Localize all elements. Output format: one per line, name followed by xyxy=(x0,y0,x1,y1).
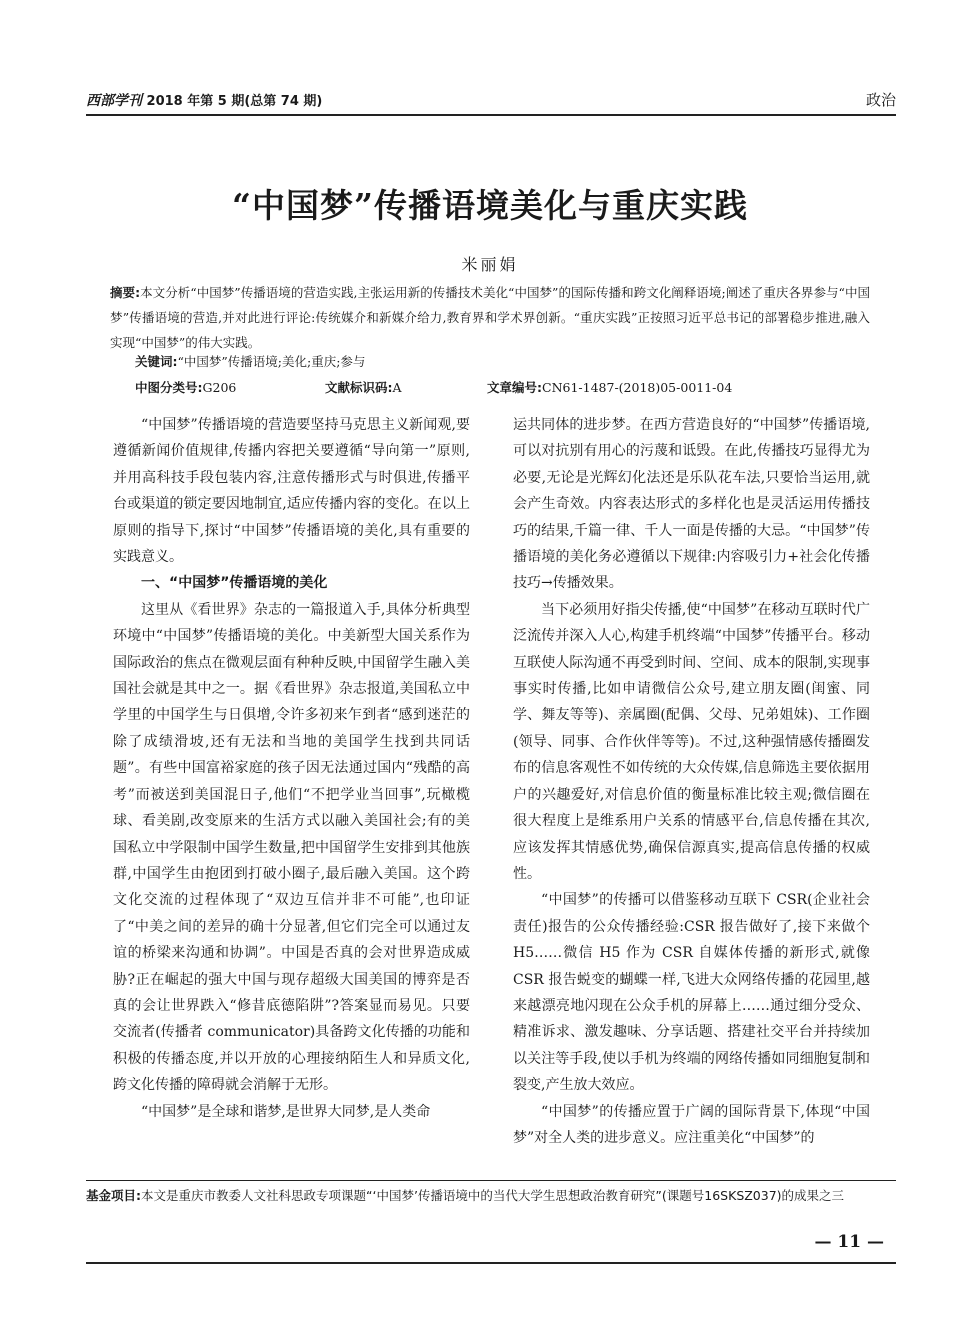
paragraph: “中国梦”的传播可以借鉴移动互联下 CSR(企业社会责任)报告的公众传播经验:CSR 报告做好了,接下来做个 H5……微信 H5 作为 CSR 自媒体传播的新形式,就像 CSR 报告蜕变的蝴蝶一样,飞进大众网络传播的花园里,越来越漂亮地闪现在公众手机的屏幕上……通过细分受众、精准诉求、激发趣味、分享话题、搭建社交平台并持续加以关注等手段,使以手机为终端的网络传播如同细胞复制和裂变,产生放大效应。 xyxy=(513,892,870,1094)
journal-name: 西部学刊 xyxy=(86,93,142,109)
article-author: 米丽娟 xyxy=(461,255,519,274)
footer-rule xyxy=(86,1262,896,1264)
body-column-right xyxy=(513,412,870,1151)
clc-code xyxy=(135,378,236,396)
body-column-left xyxy=(113,412,470,1125)
header-rule xyxy=(86,114,896,116)
article-number-value: CN61-1487-(2018)05-0011-04 xyxy=(542,380,733,395)
page-number: — 11 — xyxy=(814,1232,884,1252)
article-number xyxy=(487,378,732,396)
doc-code-label: 文献标识码: xyxy=(325,380,393,395)
fund-label: 基金项目: xyxy=(86,1188,141,1203)
paragraph: “中国梦”传播语境的营造要坚持马克思主义新闻观,要遵循新闻价值规律,传播内容把关要遵循“导向第一”原则,并用高科技手段包装内容,注意传播形式与时俱进,传播平台或渠道的锁定要因地制宜,适应传播内容的变化。在以上原则的指导下,探讨“中国梦”传播语境的美化,具有重要的实践意义。 xyxy=(113,417,470,566)
fund-note xyxy=(86,1186,896,1206)
fund-text: 本文是重庆市教委人文社科思政专项课题“‘中国梦’传播语境中的当代大学生思想政治教育研究”(课题号16SKSZ037)的成果之三 xyxy=(141,1188,845,1203)
keywords-text: “中国梦”传播语境;美化;重庆;参与 xyxy=(177,354,366,369)
footnote-rule xyxy=(86,1180,896,1181)
clc-label: 中图分类号: xyxy=(135,380,203,395)
abstract-label: 摘要: xyxy=(110,285,141,300)
clc-value: G206 xyxy=(202,380,237,395)
article-title: “中国梦”传播语境美化与重庆实践 xyxy=(232,186,748,225)
running-header xyxy=(86,84,896,114)
doc-code xyxy=(325,378,402,396)
issue-info: 2018 年第 5 期(总第 74 期) xyxy=(146,94,323,109)
paragraph: 这里从《看世界》杂志的一篇报道入手,具体分析典型环境中“中国梦”传播语境的美化。中美新型大国关系作为国际政治的焦点在微观层面有种种反映,中国留学生融入美国社会就是其中之一。据《看世界》杂志报道,美国私立中学里的中国学生与日俱增,令许多初来乍到者“感到迷茫的除了成绩滑坡,还有无法和当地的美国学生找到共同话题”。有些中国富裕家庭的孩子因无法通过国内“残酷的高考”而被送到美国混日子,他们“不把学业当回事”,玩橄榄球、看美剧,改变原来的生活方式以融入美国社会;有的美国私立中学限制中国学生数量,把中国留学生安排到其他族群,中国学生由抱团到打破小圈子,最后融入美国。这个跨文化交流的过程体现了“双边互信并非不可能”,也印证了“中美之间的差异的确十分显著,但它们完全可以通过友谊的桥梁来沟通和协调”。中国是否真的会对世界造成威胁?正在崛起的强大中国与现存超级大国美国的博弈是否真的会让世界跌入“修昔底德陷阱”?答案显而易见。只要交流者(传播者 communicator)具备跨文化传播的功能和积极的传播态度,并以开放的心理接纳陌生人和异质文化,跨文化传播的障碍就会消解于无形。 xyxy=(113,601,470,1094)
paragraph: “中国梦”的传播应置于广阔的国际背景下,体现“中国梦”对全人类的进步意义。应注重美化“中国梦”的 xyxy=(513,1103,870,1146)
abstract-text: 本文分析“中国梦”传播语境的营造实践,主张运用新的传播技术美化“中国梦”的国际传播和跨文化阐释语境;阐述了重庆各界参与“中国梦”传播语境的营造,并对此进行评论:传统媒介和新媒介给力,教育界和学术界创新。“重庆实践”正按照习近平总书记的部署稳步推进,融入实现“中国梦”的伟大实践。 xyxy=(110,285,871,350)
section-label: 政治 xyxy=(865,91,896,109)
section-heading: 一、“中国梦”传播语境的美化 xyxy=(141,575,328,592)
keywords-label: 关键词: xyxy=(135,354,178,369)
doc-code-value: A xyxy=(392,380,402,395)
journal-issue xyxy=(86,90,322,110)
keywords xyxy=(135,352,365,370)
abstract xyxy=(110,280,870,355)
article-number-label: 文章编号: xyxy=(487,380,542,395)
paragraph: “中国梦”是全球和谐梦,是世界大同梦,是人类命 xyxy=(141,1103,431,1120)
paragraph: 运共同体的进步梦。在西方营造良好的“中国梦”传播语境,可以对抗别有用心的污蔑和诋毁。在此,传播技巧显得尤为必要,无论是光辉幻化法还是乐队花车法,只要恰当运用,就会产生奇效。内容表达形式的多样化也是灵活运用传播技巧的结果,千篇一律、千人一面是传播的大忌。“中国梦”传播语境的美化务必遵循以下规律:内容吸引力+社会化传播技巧→传播效果。 xyxy=(513,417,870,592)
paragraph: 当下必须用好指尖传播,使“中国梦”在移动互联时代广泛流传并深入人心,构建手机终端“中国梦”传播平台。移动互联使人际沟通不再受到时间、空间、成本的限制,实现事事实时传播,比如申请微信公众号,建立朋友圈(闺蜜、同学、舞友等等)、亲属圈(配偶、父母、兄弟姐妹)、工作圈(领导、同事、合作伙伴等等)。不过,这种强情感传播圈发布的信息客观性不如传统的大众传媒,信息筛选主要依据用户的兴趣爱好,对信息价值的衡量标准比较主观;微信圈在很大程度上是维系用户关系的情感平台,信息传播在其次,应该发挥其情感优势,确保信源真实,提高信息传播的权威性。 xyxy=(513,601,870,882)
